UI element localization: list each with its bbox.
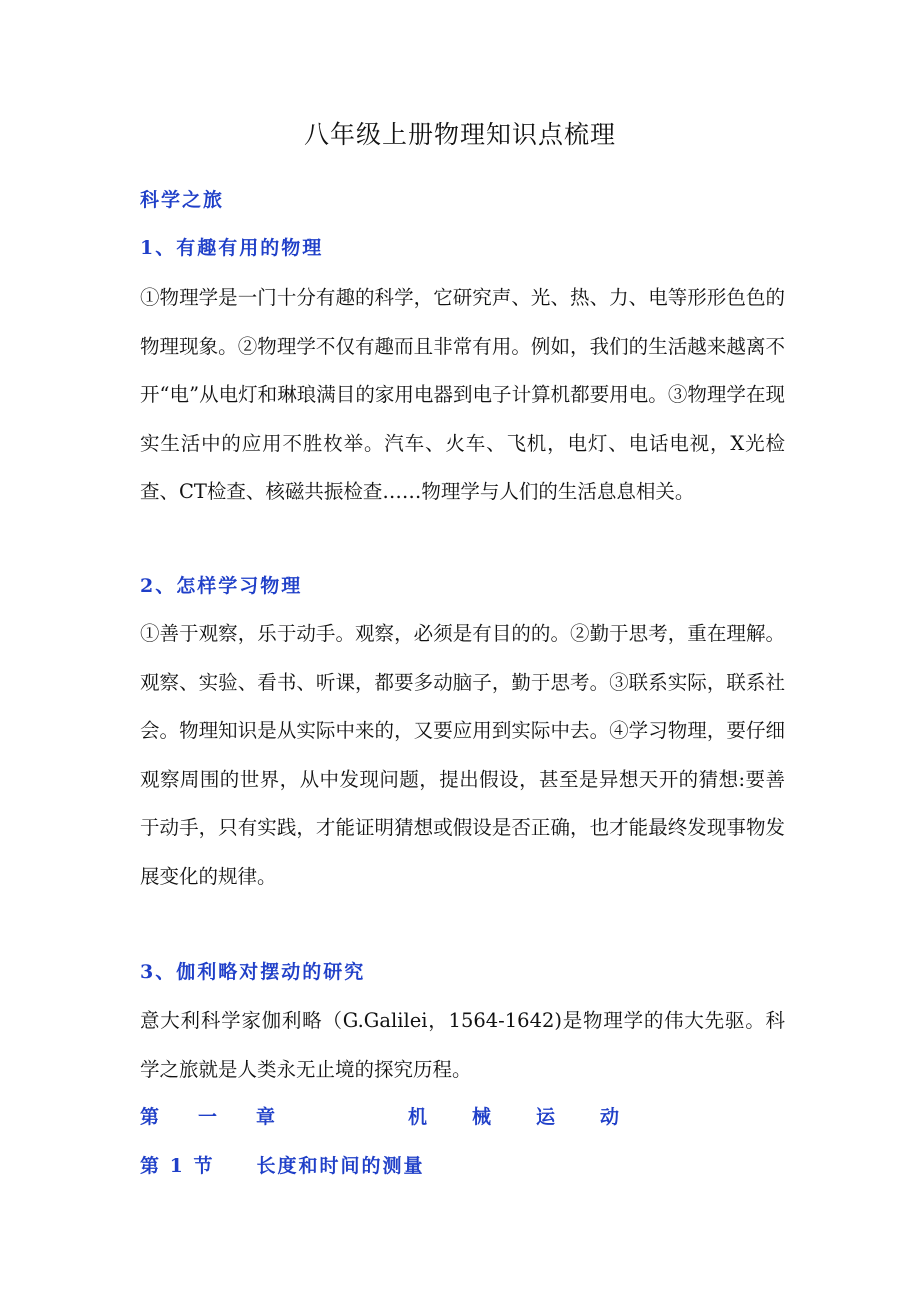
section-3-body: 意大利科学家伽利略（G.Galilei，1564-1642)是物理学的伟大先驱。科学之旅就是人类永无止境的探究历程。 (140, 1009, 785, 1081)
section-2-body: ①善于观察，乐于动手。观察，必须是有目的的。②勤于思考，重在理解。观察、实验、看书、听课，都要多动脑子，勤于思考。③联系实际，联系社会。物理知识是从实际中来的，又要应用到实际中去。④学习物理，要仔细观察周围的世界，从中发现问题，提出假设，甚至是异想天开的猜想:要善于动手，只有实践，才能证明猜想或假设是否正确，也才能最终发现事物发展变化的规律。 (140, 622, 785, 888)
part-heading: 科学之旅 (140, 189, 225, 211)
section-1-body: ①物理学是一门十分有趣的科学，它研究声、光、热、力、电等形形色色的物理现象。②物理学不仅有趣而且非常有用。例如，我们的生活越来越离不开“电”从电灯和琳琅满目的家用电器到电子计算机都要用电。③物理学在现实生活中的应用不胜枚举。汽车、火车、飞机，电灯、电话电视，X光检查、CT检查、核磁共振检查……物理学与人们的生活息息相关。 (140, 286, 785, 503)
document-title: 八年级上册物理知识点梳理 (303, 120, 616, 149)
section-1-heading: 1、有趣有用的物理 (140, 237, 324, 259)
section-3-heading: 3、伽利略对摆动的研究 (140, 961, 366, 983)
chapter-char: 运 (536, 1106, 556, 1128)
subsection-heading: 第 1 节 长度和时间的测量 (140, 1155, 425, 1177)
chapter-char: 动 (600, 1106, 620, 1128)
section-2-heading: 2、怎样学习物理 (140, 575, 303, 597)
chapter-char: 一 (198, 1106, 218, 1128)
chapter-char: 机 (408, 1106, 428, 1128)
chapter-heading (140, 1103, 640, 1131)
chapter-char: 械 (472, 1106, 492, 1128)
chapter-char: 第 (140, 1106, 160, 1128)
chapter-char: 章 (256, 1106, 276, 1128)
